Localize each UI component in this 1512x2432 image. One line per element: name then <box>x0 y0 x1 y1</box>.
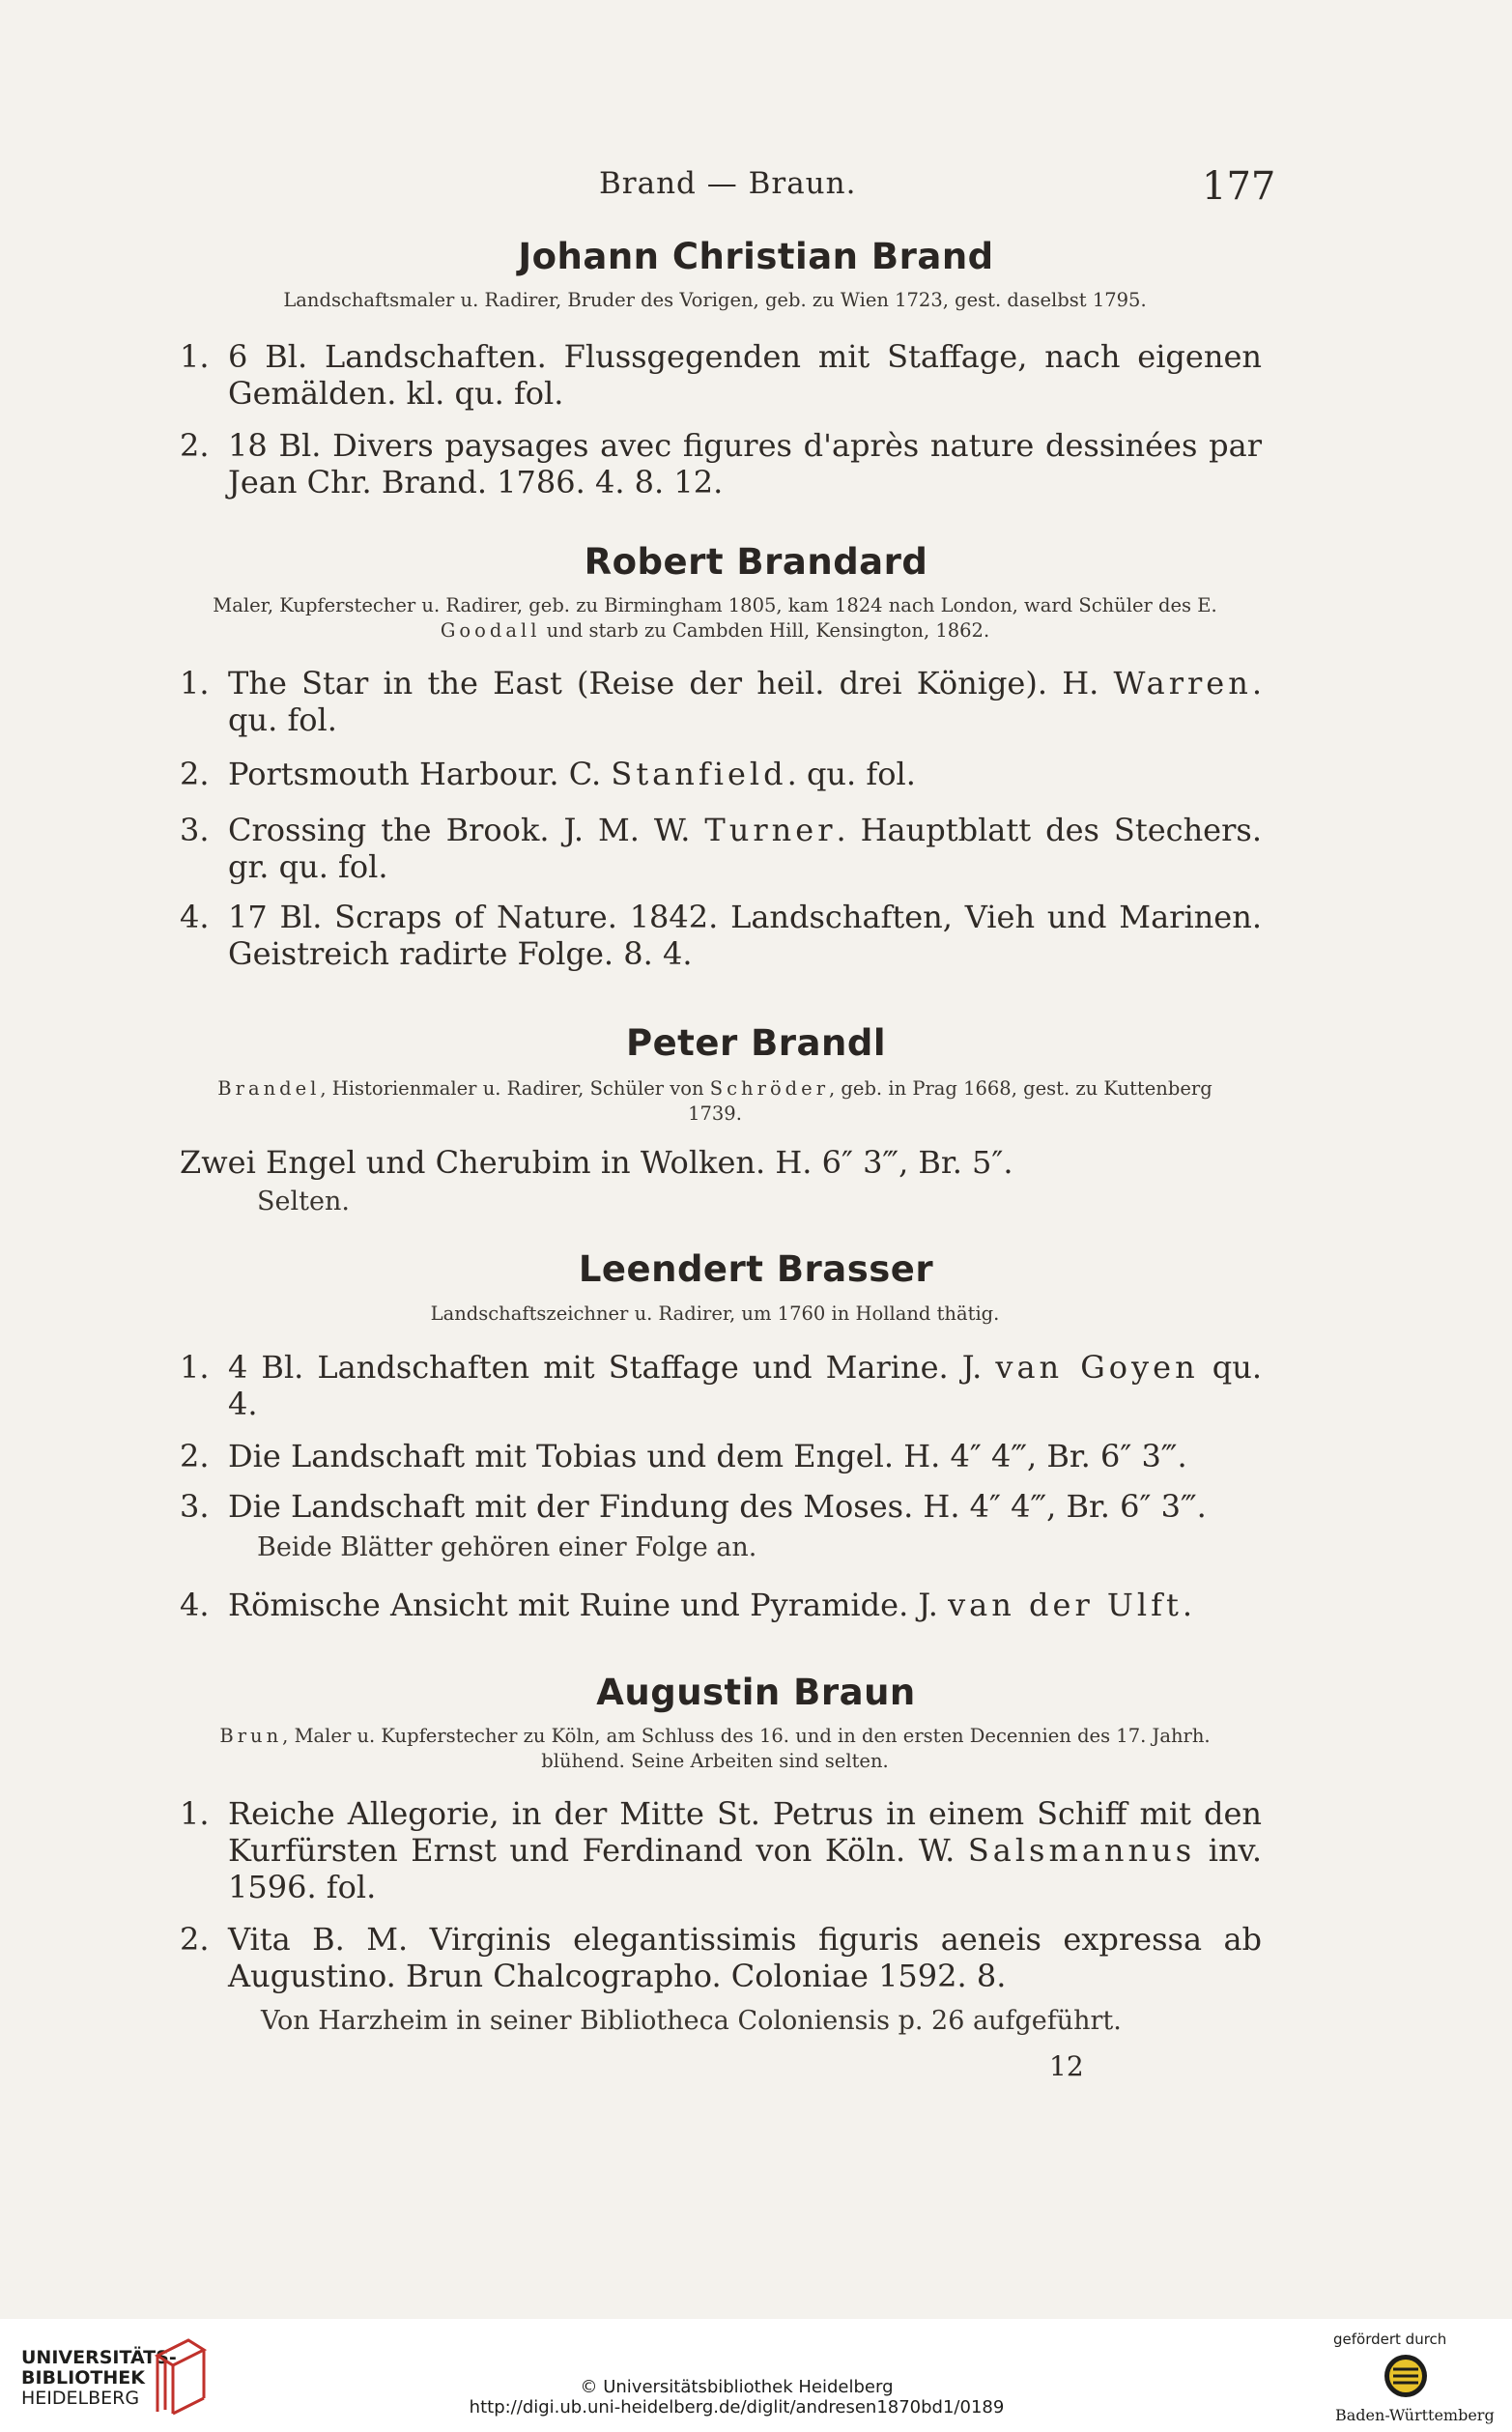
funder-name: Baden-Württemberg <box>1335 2406 1495 2424</box>
engraver-name: Stanfield <box>611 756 787 792</box>
entry-text <box>228 1795 1262 1905</box>
entry-brand-1 <box>180 338 1262 412</box>
entry-text: Zwei Engel und Cherubim in Wolken. H. 6″ 3‴, Br. 5″. <box>180 1144 1013 1181</box>
entry-brasser-4 <box>180 1587 1262 1623</box>
entry-number: 1. <box>180 665 210 701</box>
bio-text: , Historienmaler u. Radirer, Schüler von <box>320 1077 710 1100</box>
entry-text-part: Crossing the Brook. J. M. W. <box>228 812 705 848</box>
page-number: 177 <box>1202 164 1276 209</box>
note-braun: Von Harzheim in seiner Bibliotheca Coloniensis p. 26 aufgeführt. <box>261 2006 1122 2036</box>
entry-number: 3. <box>180 1488 210 1525</box>
engraver-name: van Goyen <box>995 1349 1199 1386</box>
entry-text-part: Portsmouth Harbour. C. <box>228 756 612 792</box>
section-title-augustin-braun: Augustin Braun <box>596 1672 916 1713</box>
bio-robert-brandard <box>213 593 1217 644</box>
entry-text: Vita B. M. Virginis elegantissimis figuris aeneis expressa ab Augustino. Brun Chalcographo. Coloniae 1592. 8. <box>228 1921 1262 1994</box>
baden-wuerttemberg-crest-icon <box>1382 2352 1430 2400</box>
entry-text: 6 Bl. Landschaften. Flussgegenden mit Staffage, nach eigenen Gemälden. kl. qu. fol. <box>228 338 1262 412</box>
entry-text: 18 Bl. Divers paysages avec figures d'après nature dessinées par Jean Chr. Brand. 1786. 4. 8. 12. <box>228 427 1262 501</box>
entry-text: Die Landschaft mit der Findung des Moses. H. 4″ 4‴, Br. 6″ 3‴. <box>228 1488 1207 1525</box>
entry-text <box>228 1587 1262 1623</box>
entry-braun-1 <box>180 1795 1262 1905</box>
entry-text-part: inv. 1596. fol. <box>228 1832 1262 1905</box>
entry-text-part: 4 Bl. Landschaften mit Staffage und Marine. J. <box>228 1349 996 1386</box>
entry-text <box>228 665 1262 738</box>
entry-text-part: qu. 4. <box>228 1349 1263 1422</box>
section-title-peter-brandl: Peter Brandl <box>625 1022 887 1064</box>
entry-text-part: Römische Ansicht mit Ruine und Pyramide. J. <box>228 1587 949 1623</box>
note-brasser: Beide Blätter gehören einer Folge an. <box>257 1532 757 1562</box>
entry-brandard-2 <box>180 756 1262 792</box>
bio-augustin-braun <box>213 1724 1217 1774</box>
bio-name: Brun <box>219 1725 283 1747</box>
engraver-name: Turner <box>704 812 837 848</box>
note-brandl: Selten. <box>257 1187 350 1216</box>
bio-text: , geb. in Prag 1668, gest. zu Kuttenberg 1739. <box>688 1077 1212 1125</box>
entry-text <box>228 1349 1262 1422</box>
bio-text: , Maler u. Kupferstecher zu Köln, am Schluss des 16. und in den ersten Decennien des 17. Jahrh. blühend. Seine Arbeiten sind selten. <box>282 1725 1211 1772</box>
entry-text <box>228 756 1262 792</box>
engraver-name: Warren <box>1113 665 1252 701</box>
entry-number: 2. <box>180 1921 210 1958</box>
entry-number: 1. <box>180 1349 210 1386</box>
entry-brand-2 <box>180 427 1262 501</box>
entry-brandard-4 <box>180 899 1262 972</box>
bio-johann-christian-brand: Landschaftsmaler u. Radirer, Bruder des Vorigen, geb. zu Wien 1723, gest. daselbst 1795. <box>283 289 1147 311</box>
entry-number: 4. <box>180 1587 210 1623</box>
entry-brasser-3 <box>180 1488 1262 1525</box>
entry-number: 4. <box>180 899 210 935</box>
entry-number: 2. <box>180 756 210 792</box>
bio-text: Maler, Kupferstecher u. Radirer, geb. zu Birmingham 1805, kam 1824 nach London, ward Schüler des E. <box>213 594 1217 616</box>
entry-number: 3. <box>180 812 210 848</box>
section-title-johann-christian-brand: Johann Christian Brand <box>518 236 994 277</box>
entry-number: 2. <box>180 427 210 464</box>
entry-number: 1. <box>180 338 210 375</box>
entry-brandard-3 <box>180 812 1262 885</box>
bio-leendert-brasser: Landschaftszeichner u. Radirer, um 1760 in Holland thätig. <box>430 1302 1000 1325</box>
entry-text-part: . <box>1182 1587 1192 1623</box>
section-title-robert-brandard: Robert Brandard <box>584 541 928 583</box>
library-name-line3: HEIDELBERG <box>21 2388 140 2409</box>
entry-number: 1. <box>180 1795 210 1832</box>
entry-number: 2. <box>180 1438 210 1474</box>
entry-text <box>228 812 1262 885</box>
engraver-name: van der Ulft <box>948 1587 1183 1623</box>
bio-peter-brandl <box>213 1076 1217 1127</box>
entry-text-part: . qu. fol. <box>228 665 1262 738</box>
funded-by-label: gefördert durch <box>1333 2331 1447 2348</box>
entry-text-part: Reiche Allegorie, in der Mitte St. Petrus in einem Schiff mit den Kurfürsten Ernst und Ferdinand von Köln. W. <box>228 1795 1262 1869</box>
entry-text-part: . Hauptblatt des Stechers. gr. qu. fol. <box>228 812 1263 885</box>
entry-text-part: . qu. fol. <box>786 756 916 792</box>
bio-name: Brandel <box>217 1077 321 1100</box>
bio-name: Goodall <box>440 619 541 642</box>
signature-mark: 12 <box>1049 2050 1084 2082</box>
entry-brandard-1 <box>180 665 1262 738</box>
engraver-name: Salsmannus <box>967 1832 1196 1869</box>
bio-name: Schröder <box>709 1077 830 1100</box>
library-name-line1: UNIVERSITÄTS- <box>21 2347 177 2368</box>
footer-copyright-block <box>0 2377 1512 2418</box>
entry-braun-2 <box>180 1921 1262 1994</box>
library-name-line2: BIBLIOTHEK <box>21 2367 145 2389</box>
copyright-text: © Universitätsbibliothek Heidelberg <box>580 2377 894 2397</box>
entry-text-part: The Star in the East (Reise der heil. drei Könige). H. <box>228 665 1114 701</box>
entry-text: Die Landschaft mit Tobias und dem Engel. H. 4″ 4‴, Br. 6″ 3‴. <box>228 1438 1187 1474</box>
running-title: Brand — Braun. <box>599 166 857 201</box>
entry-brandl <box>180 1144 1262 1181</box>
bio-text: und starb zu Cambden Hill, Kensington, 1862. <box>540 619 990 642</box>
entry-brasser-2 <box>180 1438 1262 1474</box>
entry-brasser-1 <box>180 1349 1262 1422</box>
entry-text: 17 Bl. Scraps of Nature. 1842. Landschaften, Vieh und Marinen. Geistreich radirte Folge. 8. 4. <box>228 899 1262 972</box>
section-title-leendert-brasser: Leendert Brasser <box>578 1248 934 1290</box>
source-url-link[interactable]: http://digi.ub.uni-heidelberg.de/diglit/andresen1870bd1/0189 <box>469 2397 1005 2418</box>
